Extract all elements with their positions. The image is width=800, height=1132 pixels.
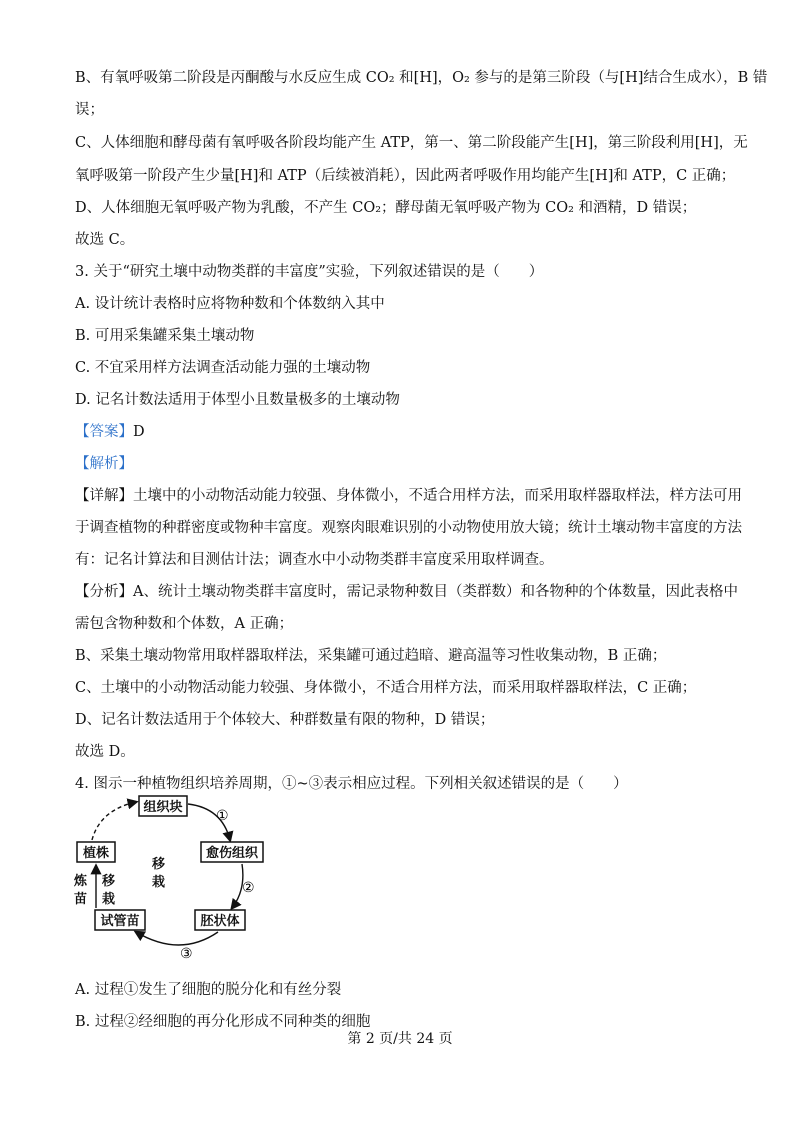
analysis-tag-line — [75, 454, 133, 474]
text-line: B、采集土壤动物常用取样器取样法，采集罐可通过趋暗、避高温等习性收集动物，B 正确； — [75, 648, 667, 664]
text-line: C、人体细胞和酵母菌有氧呼吸各阶段均能产生 ATP，第一、第二阶段能产生[H]，第三阶段利用[H]，无 — [75, 135, 748, 151]
box-yushangzuzhi — [201, 842, 263, 862]
box-label: 植株 — [82, 846, 110, 861]
question-4-stem: 4. 图示一种植物组织培养周期，①~③表示相应过程。下列相关叙述错误的是（ ） — [75, 776, 628, 792]
arrow-dashed-return — [92, 802, 136, 840]
analysis-tag: 【解析】 — [75, 456, 133, 472]
text-line: 【详解】土壤中的小动物活动能力较强、身体微小，不适合用样方法，而采用取样器取样法，样方法可用 — [75, 488, 742, 504]
side-label-yi: 栽 — [102, 892, 116, 907]
step-label-3: ③ — [180, 946, 193, 960]
box-peizhuangti — [195, 910, 245, 930]
option-b: B. 过程②经细胞的再分化形成不同种类的细胞 — [75, 1014, 371, 1030]
option-b: B. 可用采集罐采集土壤动物 — [75, 328, 255, 344]
text-line: 故选 C。 — [75, 232, 135, 248]
side-label-lian: 苗 — [74, 892, 88, 907]
box-label: 胚状体 — [200, 914, 240, 929]
box-label: 愈伤组织 — [205, 846, 259, 861]
text-line: C、土壤中的小动物活动能力较强、身体微小，不适合用样方法，而采用取样器取样法，C 正确； — [75, 680, 697, 696]
answer-value: D — [133, 424, 145, 440]
text-line: D、人体细胞无氧呼吸产物为乳酸，不产生 CO₂；酵母菌无氧呼吸产物为 CO₂ 和酒精，D 错误； — [75, 200, 697, 216]
text-line: B、有氧呼吸第二阶段是丙酮酸与水反应生成 CO₂ 和[H]，O₂ 参与的是第三阶段（与[H]结合生成水），B 错 — [75, 70, 768, 86]
option-c: C. 不宜采用样方法调查活动能力强的土壤动物 — [75, 360, 371, 376]
box-zuzhikuai — [139, 796, 187, 816]
answer-line — [75, 422, 145, 442]
text-line: 误； — [75, 102, 104, 118]
arrow-step-3 — [136, 932, 218, 945]
step-label-1: ① — [216, 808, 229, 824]
center-label: 栽 — [152, 875, 166, 890]
text-line: D、记名计数法适用于个体较大、种群数量有限的物种，D 错误； — [75, 712, 495, 728]
side-label-yi: 移 — [102, 874, 116, 889]
box-shiguanmiao — [95, 910, 145, 930]
side-label-lian: 炼 — [74, 874, 88, 889]
option-d: D. 记名计数法适用于体型小且数量极多的土壤动物 — [75, 392, 400, 408]
option-a: A. 设计统计表格时应将物种数和个体数纳入其中 — [75, 296, 385, 312]
text-line: 氧呼吸第一阶段产生少量[H]和 ATP（后续被消耗），因此两者呼吸作用均能产生[H]和 ATP，C 正确； — [75, 168, 736, 184]
step-label-2: ② — [242, 880, 255, 896]
tissue-culture-diagram — [70, 790, 280, 960]
box-label: 试管苗 — [100, 914, 140, 929]
question-3-stem: 3. 关于“研究土壤中动物类群的丰富度”实验，下列叙述错误的是（ ） — [75, 264, 544, 280]
answer-tag: 【答案】 — [75, 424, 133, 440]
box-label: 组织块 — [143, 800, 183, 815]
page-footer: 第 2 页/共 24 页 — [347, 1031, 453, 1047]
box-zhizhu — [77, 842, 115, 862]
text-line: 需包含物种数和个体数，A 正确； — [75, 616, 294, 632]
text-line: 于调查植物的种群密度或物种丰富度。观察肉眼难识别的小动物使用放大镜；统计土壤动物丰富度的方法 — [75, 520, 742, 536]
text-line: 【分析】A、统计土壤动物类群丰富度时，需记录物种数目（类群数）和各物种的个体数量，因此表格中 — [75, 584, 738, 600]
text-line: 有：记名计算法和目测估计法；调查水中小动物类群丰富度采用取样调查。 — [75, 552, 554, 568]
center-label: 移 — [152, 857, 166, 872]
option-a: A. 过程①发生了细胞的脱分化和有丝分裂 — [75, 982, 342, 998]
text-line: 故选 D。 — [75, 744, 135, 760]
